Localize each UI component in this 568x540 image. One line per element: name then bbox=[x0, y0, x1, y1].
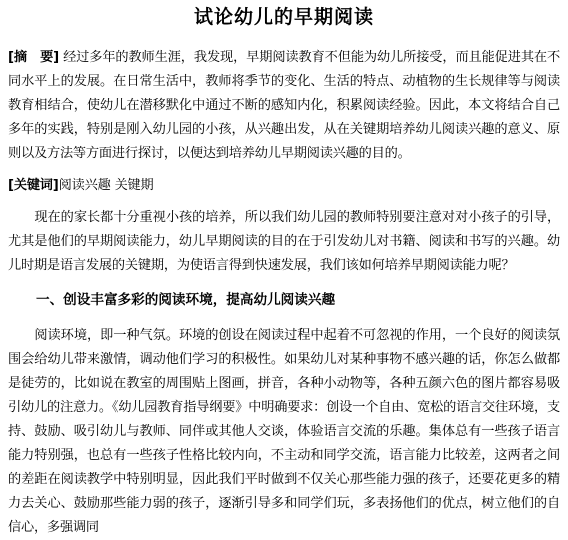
article-title: 试论幼儿的早期阅读 bbox=[193, 6, 374, 28]
intro-paragraph: 现在的家长都十分重视小孩的培养，所以我们幼儿园的教师特别要注意对对小孩子的引导，尤其是他们的早期阅读能力，幼儿早期阅读的目的在于引发幼儿对书籍、阅读和书写的兴趣。幼儿时期是语言发展的关键期，为使语言得到快速发展，我们该如何培养早期阅读能力呢？ bbox=[8, 210, 560, 273]
keywords-label: [关键词] bbox=[8, 178, 59, 193]
abstract-text: 经过多年的教师生涯，我发现，早期阅读教育不但能为幼儿所接受，而且能促进其在不同水平上的发展。在日常生活中，教师将季节的变化、生活的特点、动植物的生长规律等与阅读教育相结合，使幼儿在潜移默化中通过不断的感知内化，积累阅读经验。因此，本文将结合自己多年的实践，特别是刚入幼儿园的小孩，从兴趣出发，从在关键期培养幼儿阅读兴趣的意义、原则以及方法等方面进行探讨，以便达到培养幼儿早期阅读兴趣的目的。 bbox=[8, 50, 560, 161]
abstract-label: [摘 要] bbox=[8, 50, 59, 65]
keywords-text: 阅读兴趣 关键期 bbox=[58, 178, 154, 193]
section-heading: 一、创设丰富多彩的阅读环境，提高幼儿阅读兴趣 bbox=[36, 292, 336, 308]
keywords-line bbox=[8, 174, 560, 198]
section-body-paragraph: 阅读环境，即一种气氛。环境的创设在阅读过程中起着不可忽视的作用，一个良好的阅读氛围会给幼儿带来激情，调动他们学习的积极性。如果幼儿对某种事物不感兴趣的话，你怎么做都是徒劳的，比如说在教室的周围贴上图画，拼音，各种小动物等，各种五颜六色的图片都容易吸引幼儿的注意力。《幼儿园教育指导纲要》中明确要求：创设一个自由、宽松的语言交往环境，支持、鼓励、吸引幼儿与教师、同伴或其他人交谈，体验语言交流的乐趣。集体总有一些孩子语言能力特别强，也总有一些孩子性格比较内向，不主动和同学交流，语言能力比较差，这两者之间的差距在阅读教学中特别明显，因此我们平时做到不仅关心那些能力强的孩子，还要花更多的精力去关心、鼓励那些能力弱的孩子，逐渐引导多和同学们玩，多表扬他们的优点，树立他们的自信心，多强调同 bbox=[8, 328, 560, 535]
abstract-paragraph bbox=[8, 46, 560, 166]
